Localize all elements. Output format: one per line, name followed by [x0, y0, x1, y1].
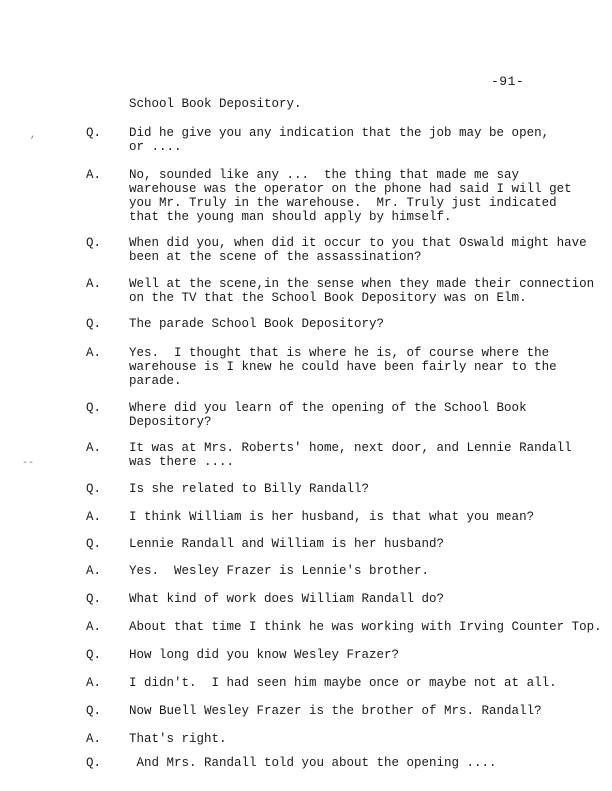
continuation-line: School Book Depository.: [129, 97, 302, 111]
text-line: Where did you learn of the opening of the School Book: [129, 401, 527, 415]
text-line: I think William is her husband, is that what you mean?: [129, 510, 535, 524]
question-marker: Q.: [86, 648, 102, 662]
text-line: parade.: [129, 374, 182, 388]
margin-mark: --: [22, 458, 35, 469]
text-line: It was at Mrs. Roberts' home, next door, and Lennie Randall: [129, 441, 572, 455]
text-line: No, sounded like any ... the thing that made me say: [129, 168, 520, 182]
entry-text: [129, 564, 429, 578]
answer-marker: A.: [86, 564, 102, 578]
entry-text: [129, 168, 572, 224]
entry-text: [129, 126, 549, 154]
entry-text: [129, 756, 497, 770]
answer-marker: A.: [86, 346, 102, 360]
text-line: been at the scene of the assassination?: [129, 250, 422, 264]
text-line: Yes. I thought that is where he is, of course where the: [129, 346, 550, 360]
text-line: Yes. Wesley Frazer is Lennie's brother.: [129, 564, 430, 578]
entry-text: [129, 277, 594, 305]
text-line: How long did you know Wesley Frazer?: [129, 648, 400, 662]
text-line: that the young man should apply by himself.: [129, 210, 452, 224]
question-marker: Q.: [86, 126, 102, 140]
text-line: you Mr. Truly in the warehouse. Mr. Truly just indicated: [129, 196, 557, 210]
entry-text: [129, 441, 572, 469]
entry-text: [129, 510, 534, 524]
text-line: Is she related to Billy Randall?: [129, 482, 370, 496]
answer-marker: A.: [86, 277, 102, 291]
text-line: What kind of work does William Randall do?: [129, 592, 445, 606]
text-line: on the TV that the School Book Depository was on Elm.: [129, 291, 527, 305]
question-marker: Q.: [86, 592, 102, 606]
text-line: Well at the scene,in the sense when they made their connection: [129, 277, 595, 291]
text-line: The parade School Book Depository?: [129, 317, 385, 331]
answer-marker: A.: [86, 732, 102, 746]
question-marker: Q.: [86, 537, 102, 551]
entry-text: [129, 346, 557, 388]
entry-text: [129, 401, 527, 429]
text-line: Depository?: [129, 415, 212, 429]
entry-text: [129, 620, 602, 634]
entry-text: [129, 236, 587, 264]
text-line: warehouse was the operator on the phone had said I will get: [129, 182, 572, 196]
text-line: Did he give you any indication that the job may be open,: [129, 126, 550, 140]
entry-text: [129, 482, 369, 496]
question-marker: Q.: [86, 482, 102, 496]
question-marker: Q.: [86, 756, 102, 770]
text-line: And Mrs. Randall told you about the opening ....: [129, 756, 497, 770]
question-marker: Q.: [86, 704, 102, 718]
text-line: was there ....: [129, 455, 235, 469]
text-line: About that time I think he was working with Irving Counter Top.: [129, 620, 602, 634]
text-line: Now Buell Wesley Frazer is the brother of Mrs. Randall?: [129, 704, 542, 718]
text-line: or ....: [129, 140, 182, 154]
answer-marker: A.: [86, 168, 102, 182]
entry-text: [129, 676, 557, 690]
entry-text: [129, 592, 444, 606]
question-marker: Q.: [86, 236, 102, 250]
entry-text: [129, 648, 399, 662]
page-number: -91-: [491, 74, 525, 89]
text-line: warehouse is I knew he could have been fairly near to the: [129, 360, 557, 374]
text-line: When did you, when did it occur to you that Oswald might have: [129, 236, 587, 250]
text-line: That's right.: [129, 732, 227, 746]
text-line: I didn't. I had seen him maybe once or maybe not at all.: [129, 676, 557, 690]
entry-text: [129, 732, 227, 746]
answer-marker: A.: [86, 441, 102, 455]
answer-marker: A.: [86, 620, 102, 634]
entry-text: [129, 537, 444, 551]
question-marker: Q.: [86, 401, 102, 415]
question-marker: Q.: [86, 317, 102, 331]
entry-text: [129, 704, 542, 718]
text-line: Lennie Randall and William is her husband?: [129, 537, 445, 551]
answer-marker: A.: [86, 676, 102, 690]
margin-mark: ,: [30, 130, 37, 141]
entry-text: [129, 317, 384, 331]
answer-marker: A.: [86, 510, 102, 524]
